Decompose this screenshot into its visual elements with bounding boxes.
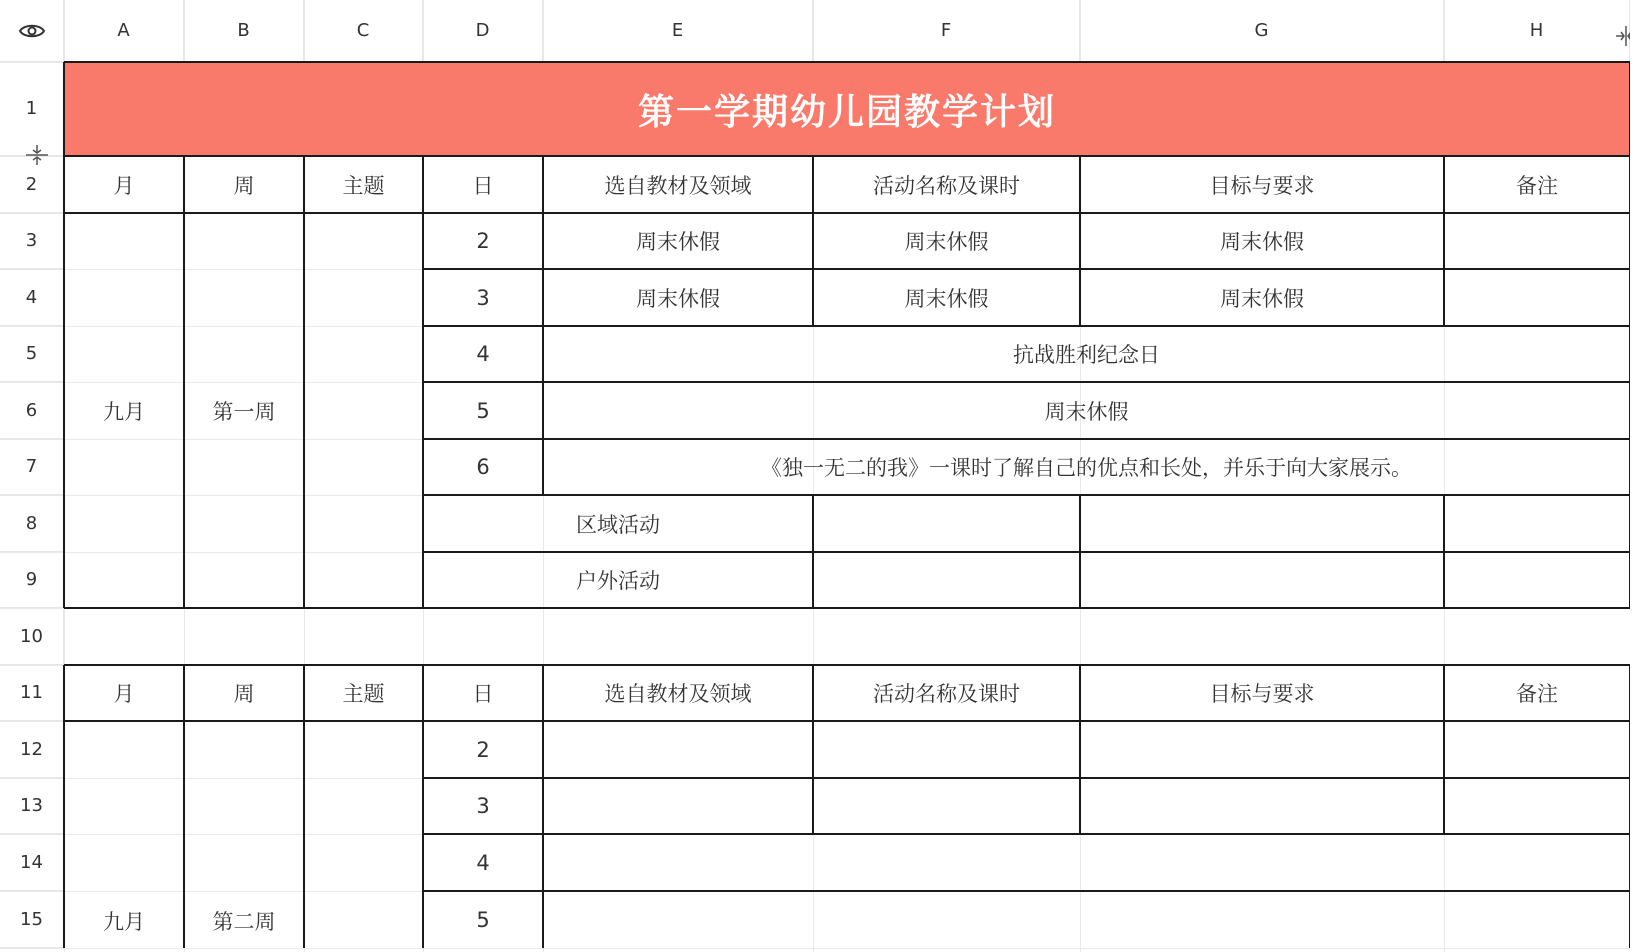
- header-notes[interactable]: 备注: [1516, 682, 1558, 706]
- row-header-10[interactable]: 10: [0, 608, 64, 665]
- header-material[interactable]: 选自教材及领域: [604, 173, 752, 198]
- table-border: [63, 665, 65, 948]
- table-border: [303, 156, 305, 608]
- column-header-a[interactable]: A: [64, 0, 184, 62]
- merged-cell[interactable]: 《独一无二的我》一课时了解自己的优点和长处，并乐于向大家展示。: [761, 456, 1412, 480]
- table-cell[interactable]: [1444, 778, 1630, 834]
- grid-line-horizontal: [0, 948, 1640, 949]
- table-border: [812, 156, 814, 326]
- block2-day[interactable]: 2: [476, 737, 490, 762]
- header-theme[interactable]: 主题: [342, 173, 385, 198]
- table-border: [1079, 156, 1081, 326]
- table-border: [1443, 665, 1445, 834]
- table-border: [64, 155, 1631, 157]
- merged-cell[interactable]: 抗战胜利纪念日: [1013, 343, 1160, 367]
- block2-month[interactable]: 九月: [103, 910, 145, 934]
- table-cell[interactable]: 周末休假: [636, 230, 720, 254]
- column-header-c[interactable]: C: [304, 0, 423, 62]
- table-border: [422, 156, 424, 608]
- table-cell[interactable]: [543, 778, 813, 834]
- row-header-14[interactable]: 14: [0, 834, 64, 891]
- header-activity[interactable]: 活动名称及课时: [873, 682, 1020, 706]
- table-cell[interactable]: 周末休假: [1220, 230, 1304, 254]
- table-border: [1443, 156, 1445, 326]
- column-header-h[interactable]: H: [1444, 0, 1630, 62]
- table-border: [423, 551, 1631, 553]
- table-border: [542, 156, 544, 495]
- header-week[interactable]: 周: [233, 682, 255, 706]
- table-cell[interactable]: [813, 495, 1080, 552]
- block2-day[interactable]: 4: [476, 850, 490, 875]
- row-header-2[interactable]: 2: [0, 156, 64, 213]
- row-header-5[interactable]: 5: [0, 326, 64, 382]
- block1-day[interactable]: 5: [476, 398, 490, 423]
- row-header-15[interactable]: 15: [0, 891, 64, 948]
- table-cell[interactable]: [813, 778, 1080, 834]
- block1-week[interactable]: 第一周: [212, 399, 276, 424]
- block1-day[interactable]: 4: [476, 342, 490, 366]
- merged-cell[interactable]: [543, 891, 1630, 948]
- outdoor-activity-cell[interactable]: 户外活动: [576, 569, 660, 593]
- column-header-e[interactable]: E: [543, 0, 813, 62]
- table-cell[interactable]: 周末休假: [904, 230, 989, 254]
- header-week[interactable]: 周: [233, 173, 255, 198]
- table-cell[interactable]: [1080, 778, 1444, 834]
- header-activity[interactable]: 活动名称及课时: [873, 173, 1020, 198]
- row-header-6[interactable]: 6: [0, 382, 64, 439]
- table-border: [812, 665, 814, 834]
- block2-theme[interactable]: [304, 721, 423, 948]
- row-header-13[interactable]: 13: [0, 778, 64, 834]
- row-header-8[interactable]: 8: [0, 495, 64, 552]
- column-header-f[interactable]: F: [813, 0, 1080, 62]
- header-month[interactable]: 月: [113, 173, 135, 198]
- table-cell[interactable]: [1080, 495, 1444, 552]
- table-cell[interactable]: 周末休假: [1220, 286, 1304, 311]
- row-header-4[interactable]: 4: [0, 269, 64, 326]
- table-cell[interactable]: [813, 552, 1080, 608]
- table-cell[interactable]: [1444, 213, 1630, 269]
- sheet-title[interactable]: 第一学期幼儿园教学计划: [64, 62, 1630, 156]
- block1-day[interactable]: 6: [476, 455, 490, 479]
- row-header-12[interactable]: 12: [0, 721, 64, 778]
- table-border: [64, 720, 1631, 722]
- table-border: [423, 833, 1631, 835]
- table-border: [303, 665, 305, 948]
- block1-month[interactable]: 九月: [103, 399, 145, 424]
- table-border: [423, 494, 1631, 496]
- row-header-1[interactable]: 1: [0, 62, 64, 156]
- table-border: [1079, 665, 1081, 834]
- table-border: [423, 438, 1631, 440]
- header-theme[interactable]: 主题: [342, 682, 385, 706]
- column-header-g[interactable]: G: [1080, 0, 1444, 62]
- table-cell[interactable]: [1080, 721, 1444, 778]
- header-month[interactable]: 月: [113, 682, 135, 706]
- header-goals[interactable]: 目标与要求: [1209, 682, 1315, 706]
- table-cell[interactable]: 周末休假: [636, 286, 720, 311]
- row-header-7[interactable]: 7: [0, 439, 64, 495]
- table-cell[interactable]: [1444, 552, 1630, 608]
- row-resize-icon[interactable]: [24, 142, 50, 172]
- table-cell[interactable]: [813, 721, 1080, 778]
- column-header-d[interactable]: D: [423, 0, 543, 62]
- eye-icon: [18, 21, 46, 41]
- row-header-3[interactable]: 3: [0, 213, 64, 269]
- merged-cell[interactable]: 周末休假: [1044, 399, 1129, 424]
- column-header-b[interactable]: B: [184, 0, 304, 62]
- table-border: [183, 156, 185, 608]
- table-border: [63, 62, 65, 608]
- table-border: [1079, 495, 1081, 608]
- header-goals[interactable]: 目标与要求: [1209, 173, 1315, 198]
- table-border: [64, 212, 1631, 214]
- block2-day[interactable]: 3: [476, 794, 490, 818]
- table-border: [542, 665, 544, 948]
- table-border: [423, 268, 1631, 270]
- block2-week[interactable]: 第二周: [212, 910, 276, 934]
- table-border: [423, 890, 1631, 892]
- table-border: [423, 777, 1631, 779]
- header-notes[interactable]: 备注: [1516, 173, 1558, 198]
- table-border: [64, 61, 1631, 63]
- table-cell[interactable]: [543, 721, 813, 778]
- right-edge: [1630, 0, 1640, 952]
- table-border: [423, 325, 1631, 327]
- table-cell[interactable]: [1444, 721, 1630, 778]
- table-border: [422, 665, 424, 948]
- table-border: [423, 381, 1631, 383]
- table-border: [64, 664, 1631, 666]
- table-cell[interactable]: [1444, 495, 1630, 552]
- toggle-visibility-button[interactable]: [0, 0, 64, 62]
- table-cell[interactable]: 周末休假: [904, 286, 989, 311]
- table-border: [183, 665, 185, 948]
- block1-day[interactable]: 3: [476, 285, 490, 310]
- table-border: [64, 607, 1631, 609]
- row-header-11[interactable]: 11: [0, 665, 64, 721]
- header-material[interactable]: 选自教材及领域: [604, 682, 752, 706]
- header-day[interactable]: 日: [472, 173, 494, 198]
- header-day[interactable]: 日: [472, 682, 494, 706]
- area-activity-cell[interactable]: 区域活动: [576, 512, 660, 537]
- block1-day[interactable]: 2: [476, 229, 490, 253]
- table-cell[interactable]: [1080, 552, 1444, 608]
- block1-theme[interactable]: [304, 213, 423, 608]
- row-header-9[interactable]: 9: [0, 552, 64, 608]
- merged-cell[interactable]: [543, 834, 1630, 891]
- block2-day[interactable]: 5: [476, 907, 490, 932]
- table-cell[interactable]: [1444, 269, 1630, 326]
- table-border: [812, 495, 814, 608]
- table-border: [1443, 495, 1445, 608]
